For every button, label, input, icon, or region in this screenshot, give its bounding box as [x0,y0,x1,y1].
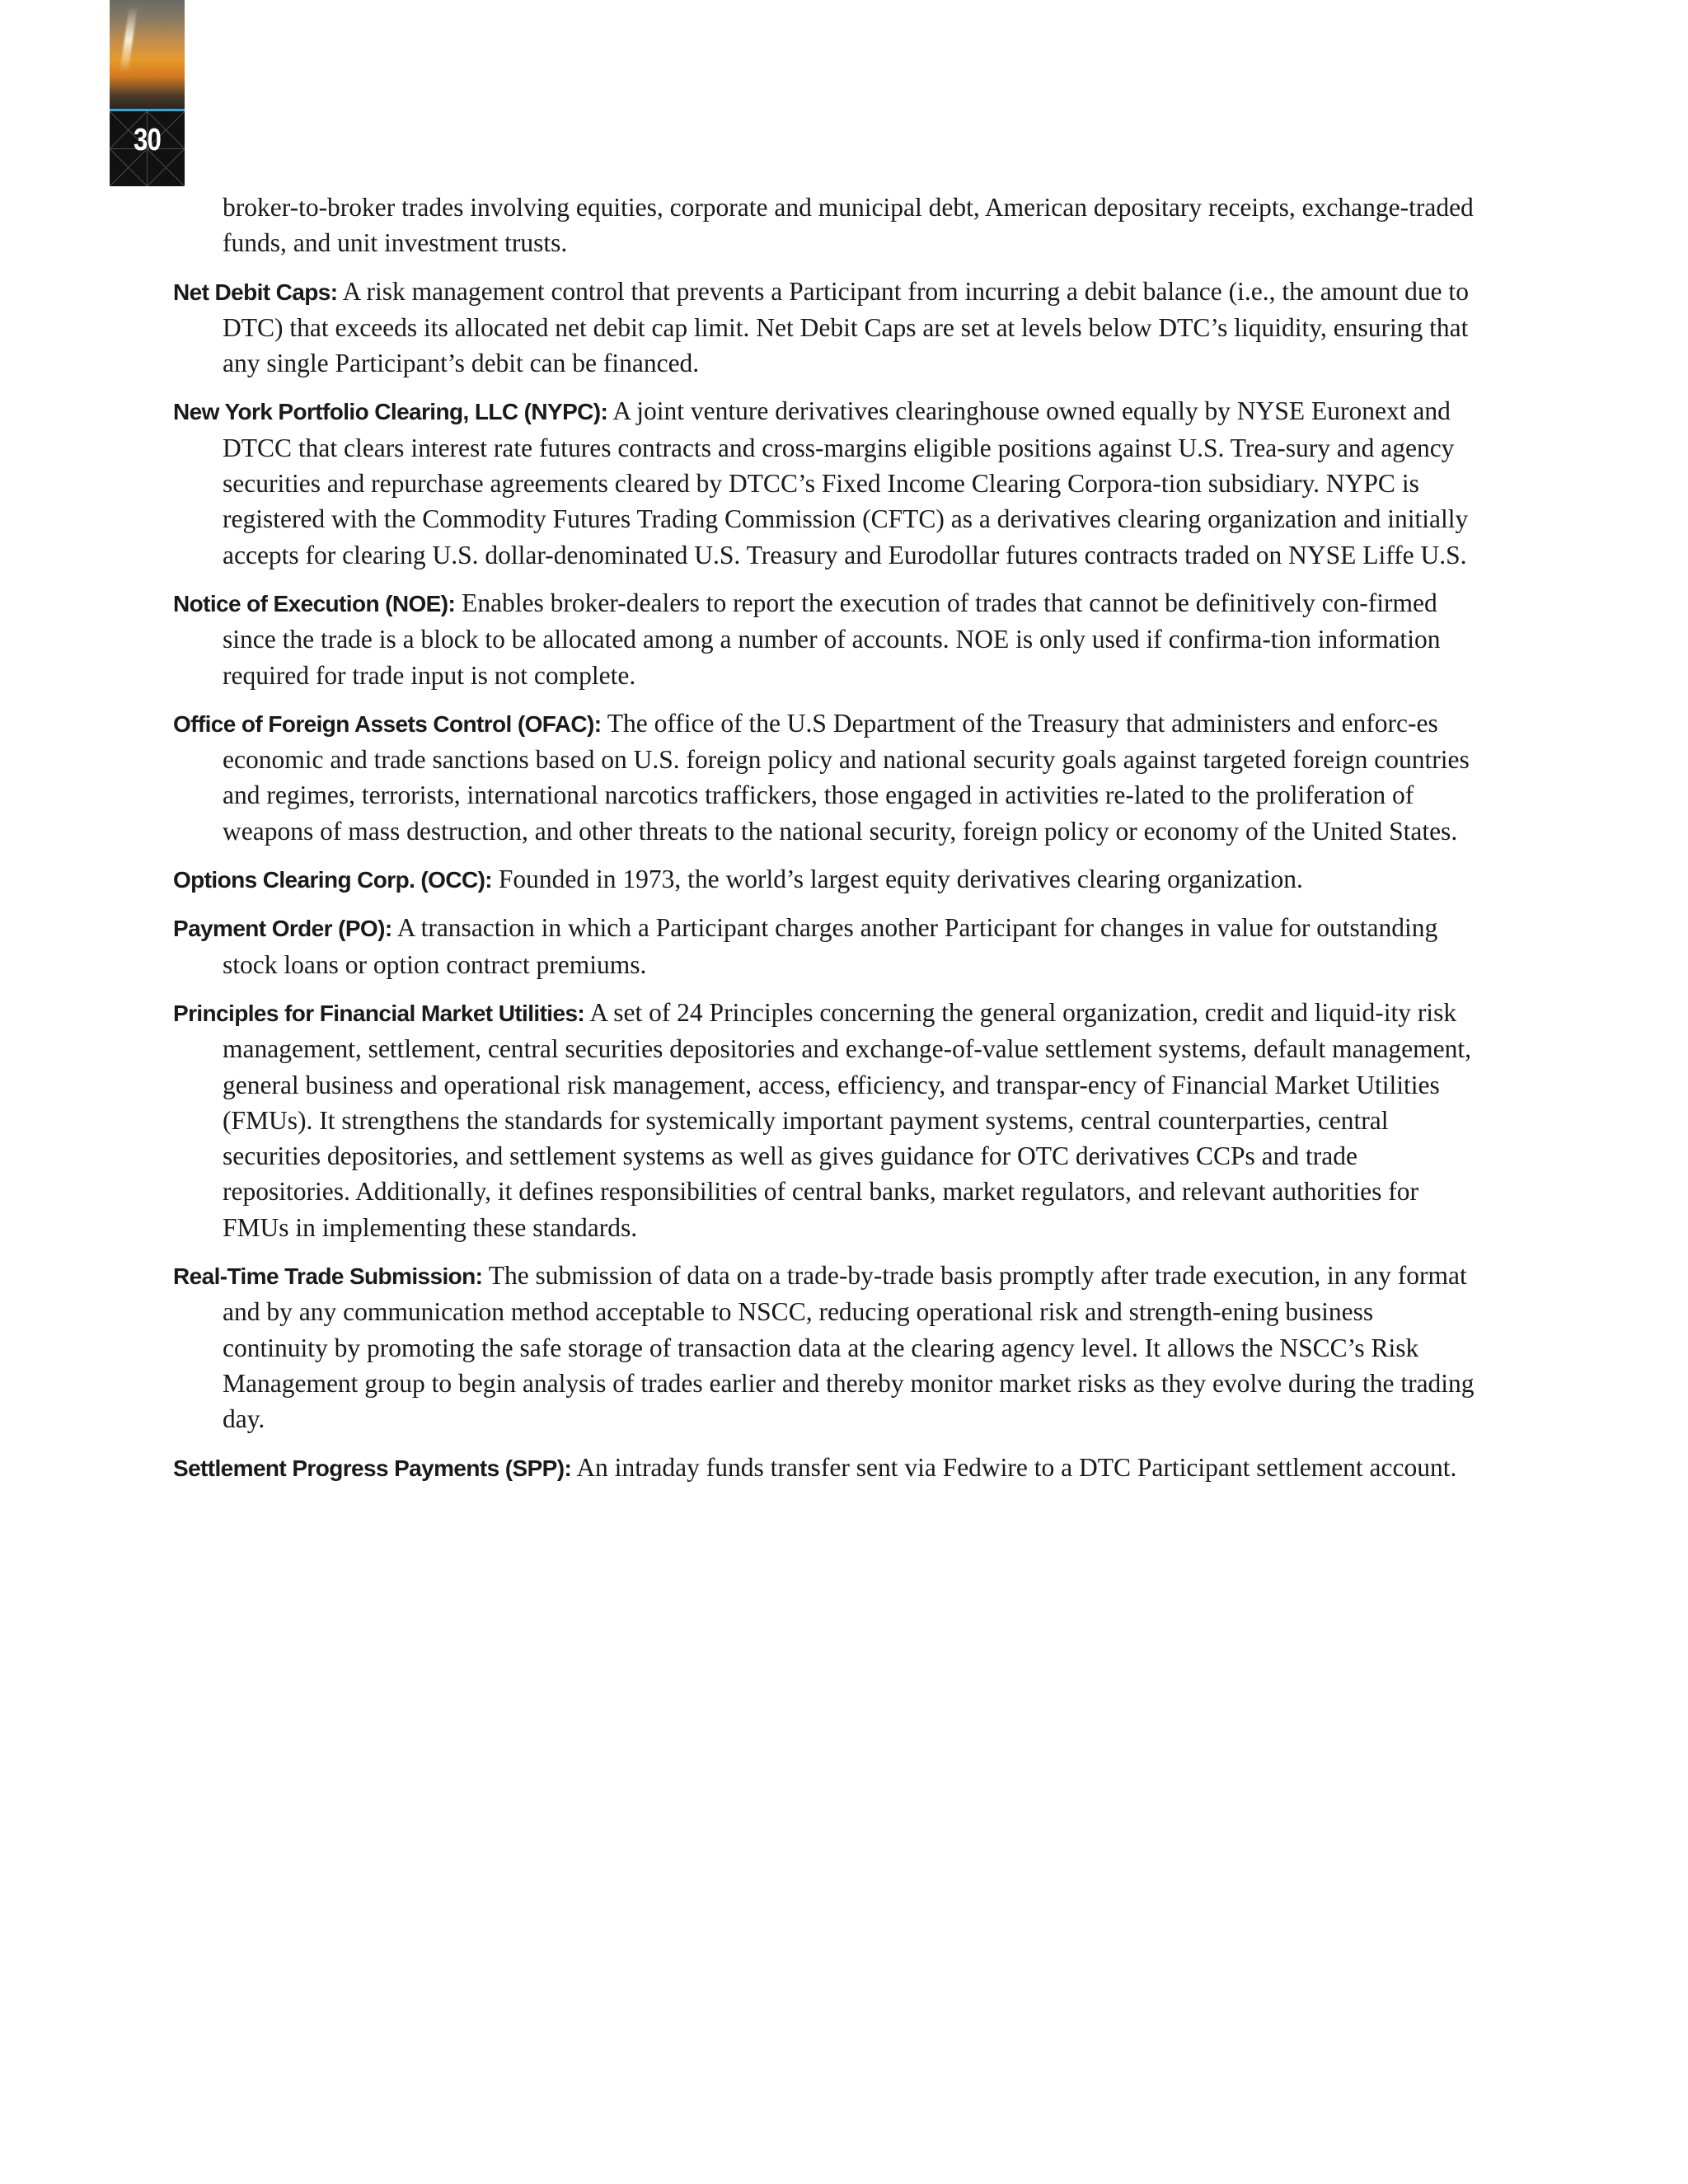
page-tab [110,0,185,186]
glossary-entry-real-time-trade-submission [173,1258,1484,1436]
glossary-entry-payment-order [173,910,1484,982]
glossary-definition: Enables broker-dealers to report the execution of trades that cannot be definitively con-firmed since the trade is a block to be allocated among a number of accounts. NOE is only used if confirma-tion information required for trade input is not complete. [223,588,1441,690]
glossary-term: Net Debit Caps: [173,279,338,305]
glossary-definition: An intraday funds transfer sent via Fedwire to a DTC Participant settlement account. [576,1452,1457,1482]
glossary-term: Office of Foreign Assets Control (OFAC): [173,710,602,737]
glossary-entry-noe [173,585,1484,693]
glossary-definition: Founded in 1973, the world’s largest equity derivatives clearing organization. [498,865,1303,894]
glossary-entry-spp [173,1450,1484,1486]
page-number: 30 [133,123,162,157]
glossary-term: Settlement Progress Payments (SPP): [173,1455,572,1481]
glossary-term: Options Clearing Corp. (OCC): [173,867,493,893]
glossary-definition: A risk management control that prevents a Participant from incurring a debit balance (i.e., the amount due to DTC) that exceeds its allocated net debit cap limit. Net Debit Caps are set at levels below DTC’s liquidity, ensuring that any single Participant’s debit can be financed. [223,276,1469,378]
lightning-sky-image [110,0,185,109]
glossary-term: Payment Order (PO): [173,916,392,942]
glossary-definition: A joint venture derivatives clearinghouse owned equally by NYSE Euronext and DTCC that clears interest rate futures contracts and cross-margins eligible positions against U.S. Trea-sury and agency securities and repurchase agreements cleared by DTCC’s Fixed Income Clearing Corpora-tion subsidiary. NYPC is registered with the Commodity Futures Trading Commission (CFTC) as a derivatives clearing organization and initially accepts for clearing U.S. dollar-denominated U.S. Treasury and Eurodollar futures contracts traded on NYSE Liffe U.S. [223,396,1469,569]
glossary-entry-pfmu [173,995,1484,1245]
glossary-definition: The submission of data on a trade-by-trade basis promptly after trade execution, in any format and by any communication method acceptable to NSCC, reducing operational risk and strength-ening business continuity by promoting the safe storage of transaction data at the clearing agency level. It allows the NSCC’s Risk Management group to begin analysis of trades earlier and thereby monitor market risks as they evolve during the trading day. [223,1261,1475,1434]
glossary-term: Principles for Financial Market Utilities: [173,1000,585,1026]
glossary-entry-ofac [173,705,1484,849]
glossary-continuation: broker-to-broker trades involving equities, corporate and municipal debt, American depositary receipts, exchange-traded funds, and unit investment trusts. [223,193,1474,258]
page-number-box [110,111,185,186]
glossary-definition: The office of the U.S Department of the Treasury that administers and enforc-es economic and trade sanctions based on U.S. foreign policy and national security goals against targeted foreign countries and regimes, terrorists, international narcotics traffickers, those engaged in activities re-lated to the proliferation of weapons of mass destruction, and other threats to the national security, foreign policy or economy of the United States. [223,708,1470,846]
glossary-term: Real-Time Trade Submission: [173,1263,483,1290]
glossary [173,190,1484,1498]
glossary-definition: A set of 24 Principles concerning the general organization, credit and liquid-ity risk management, settlement, central securities depositories and exchange-of-value settlement systems, default management, general business and operational risk management, access, efficiency, and transpar-ency of Financial Market Utilities (FMUs). It strengthens the standards for systemically important payment systems, central counterparties, central securities depositories, and settlement systems as well as gives guidance for OTC derivatives CCPs and trade repositories. Additionally, it defines responsibilities of central banks, market regulators, and relevant authorities for FMUs in implementing these standards. [223,997,1471,1242]
glossary-entry-net-debit-caps [173,274,1484,382]
glossary-term: Notice of Execution (NOE): [173,590,456,616]
glossary-term: New York Portfolio Clearing, LLC (NYPC): [173,399,608,425]
glossary-entry-nypc [173,393,1484,572]
lightning-bolt-icon [120,7,137,73]
glossary-entry-occ [173,861,1484,898]
glossary-definition: A transaction in which a Participant charges another Participant for changes in value for outstanding stock loans or option contract premiums. [223,913,1438,979]
